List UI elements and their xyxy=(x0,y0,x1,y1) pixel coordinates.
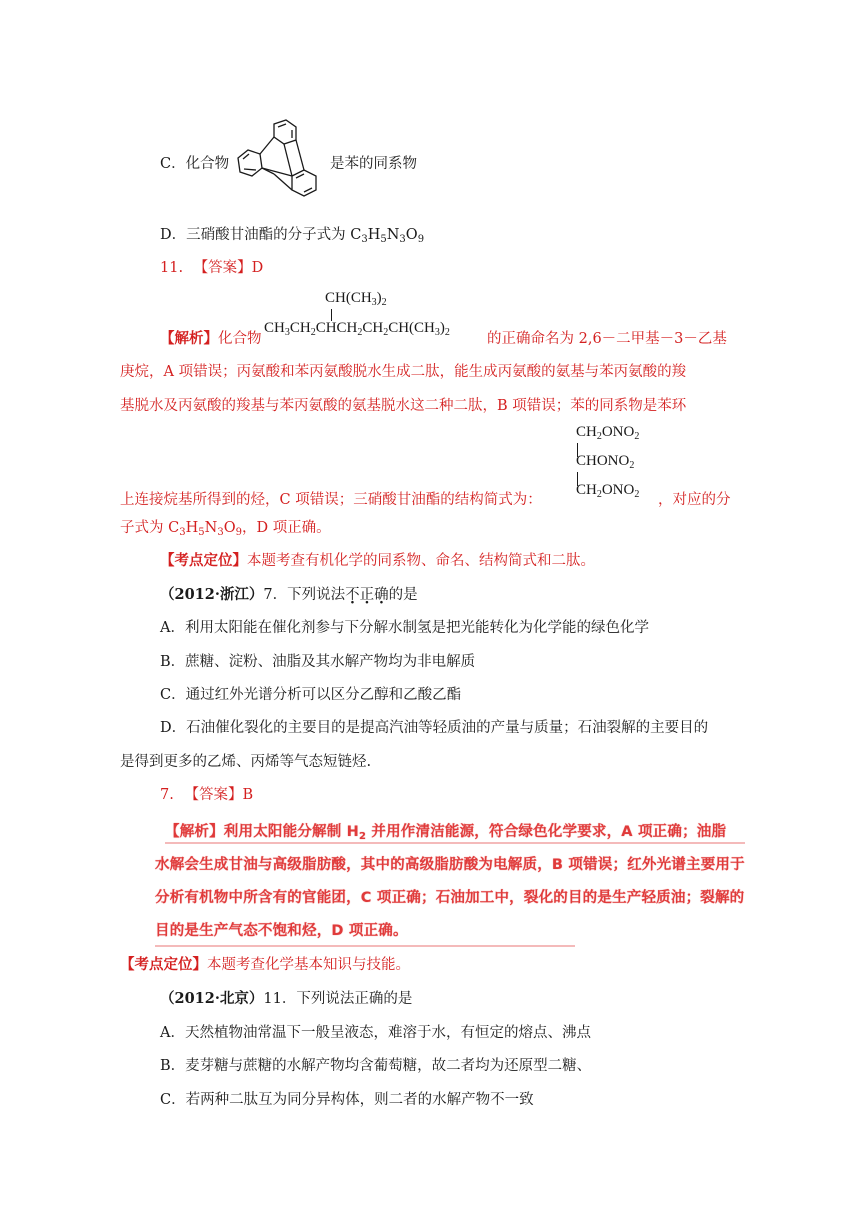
option-c-prefix: C．化合物 xyxy=(160,156,230,172)
option-d-text: D．三硝酸甘油酯的分子式为 C xyxy=(160,227,362,243)
answer-11-num: 11. xyxy=(160,260,184,276)
sub-3b: 3 xyxy=(399,234,406,245)
struct2-row1: $CH_2ONO_2$ xyxy=(576,424,640,442)
sub-5: 5 xyxy=(380,234,387,245)
answer-11-label: 【答案】D xyxy=(193,260,264,276)
jiexi7-line2: 水解会生成甘油与高级脂肪酸，其中的高级脂肪酸为电解质，B 项错误；红外光谱主要用于 xyxy=(155,857,745,873)
jiexi7-line4: 目的是生产气态不饱和烃，D 项正确。 xyxy=(155,923,408,939)
jiexi11-line2: 庚烷，A 项错误；丙氨酸和苯丙氨酸脱水生成二肽，能生成丙氨酸的氨基与苯丙氨酸的羧 xyxy=(120,364,687,380)
q11-option-a: A．天然植物油常温下一般呈液态，难溶于水，有恒定的熔点、沸点 xyxy=(160,1025,591,1041)
q7-source: （2012·浙江） xyxy=(160,586,264,603)
answer-11 xyxy=(160,258,263,278)
jiexi11-label: 【解析】 xyxy=(160,330,218,347)
sym-n: N xyxy=(386,227,400,243)
sym-o: O xyxy=(405,227,418,243)
q11-source: （2012·北京） xyxy=(160,990,264,1007)
jiexi11-line1b xyxy=(487,329,727,349)
struct2-row3: $CH_2ONO_2$ xyxy=(576,482,640,500)
answer-7: 7. 【答案】B xyxy=(160,787,254,803)
option-c-suffix: 是苯的同系物 xyxy=(330,156,417,172)
jiexi11-line4b: ，对应的分 xyxy=(658,492,731,508)
jiexi11-line1 xyxy=(160,329,262,349)
kaodian11: 【考点定位】本题考查有机化学的同系物、命名、结构简式和二肽。 xyxy=(160,552,595,569)
q11-stem: （2012·北京）11．下列说法正确的是 xyxy=(160,990,413,1007)
q11-option-b: B．麦芽糖与蔗糖的水解产物均含葡萄糖，故二者均为还原型二糖、 xyxy=(160,1058,592,1074)
jiexi11-line3: 基脱水及丙氨酸的羧基与苯丙氨酸的氨基脱水这二种二肽，B 项错误；苯的同系物是苯环 xyxy=(120,398,687,414)
triptycene-structure-icon xyxy=(234,118,326,200)
jiexi7-line1: 【解析】利用太阳能分解制 $H_2$ 并用作清洁能源，符合绿色化学要求，A 项正确；油脂 xyxy=(165,824,727,842)
q7-option-c: C．通过红外光谱分析可以区分乙醇和乙酸乙酯 xyxy=(160,687,462,703)
q7-stem: （2012·浙江）7．下列说法不正确的是 xyxy=(160,586,418,603)
sub-9: 9 xyxy=(417,234,425,245)
jiexi11-line5: 子式为 $C_3H_5N_3O_9$，D 项正确。 xyxy=(120,520,331,538)
q7-option-d2: 是得到更多的乙烯、丙烯等气态短链烃. xyxy=(120,754,372,770)
jiexi11-t2: 的正确命名为 2,6－二甲基－3－乙基 xyxy=(487,331,727,347)
q7-option-b: B．蔗糖、淀粉、油脂及其水解产物均为非电解质 xyxy=(160,654,476,670)
q11-option-c: C．若两种二肽互为同分异构体，则二者的水解产物不一致 xyxy=(160,1092,534,1108)
jiexi7-line3: 分析有机物中所含有的官能团，C 项正确；石油加工中，裂化的目的是生产轻质油；裂解的 xyxy=(155,890,745,906)
sub-3: 3 xyxy=(361,234,368,245)
option-c-suffix-line xyxy=(330,154,417,174)
jiexi11-line4: 上连接烷基所得到的烃，C 项错误；三硝酸甘油酯的结构简式为： xyxy=(120,492,542,508)
q7-option-d1: D．石油催化裂化的主要目的是提高汽油等轻质油的产量与质量；石油裂解的主要目的 xyxy=(160,720,709,736)
struct1-top: $CH(CH_3)_2$ xyxy=(325,290,387,308)
struct1-main: $CH_3CH_2CHCH_2CH_2CH(CH_3)_2$ xyxy=(264,320,450,338)
option-d-line xyxy=(160,225,424,250)
struct2-row2: $CHONO_2$ xyxy=(576,453,635,471)
q7-option-a: A．利用太阳能在催化剂参与下分解水制氢是把光能转化为化学能的绿色化学 xyxy=(160,620,649,636)
kaodian7: 【考点定位】本题考查化学基本知识与技能。 xyxy=(120,956,410,973)
jiexi11-t1: 化合物 xyxy=(218,331,262,347)
sym-h: H xyxy=(367,227,381,243)
option-c-line xyxy=(160,154,229,174)
